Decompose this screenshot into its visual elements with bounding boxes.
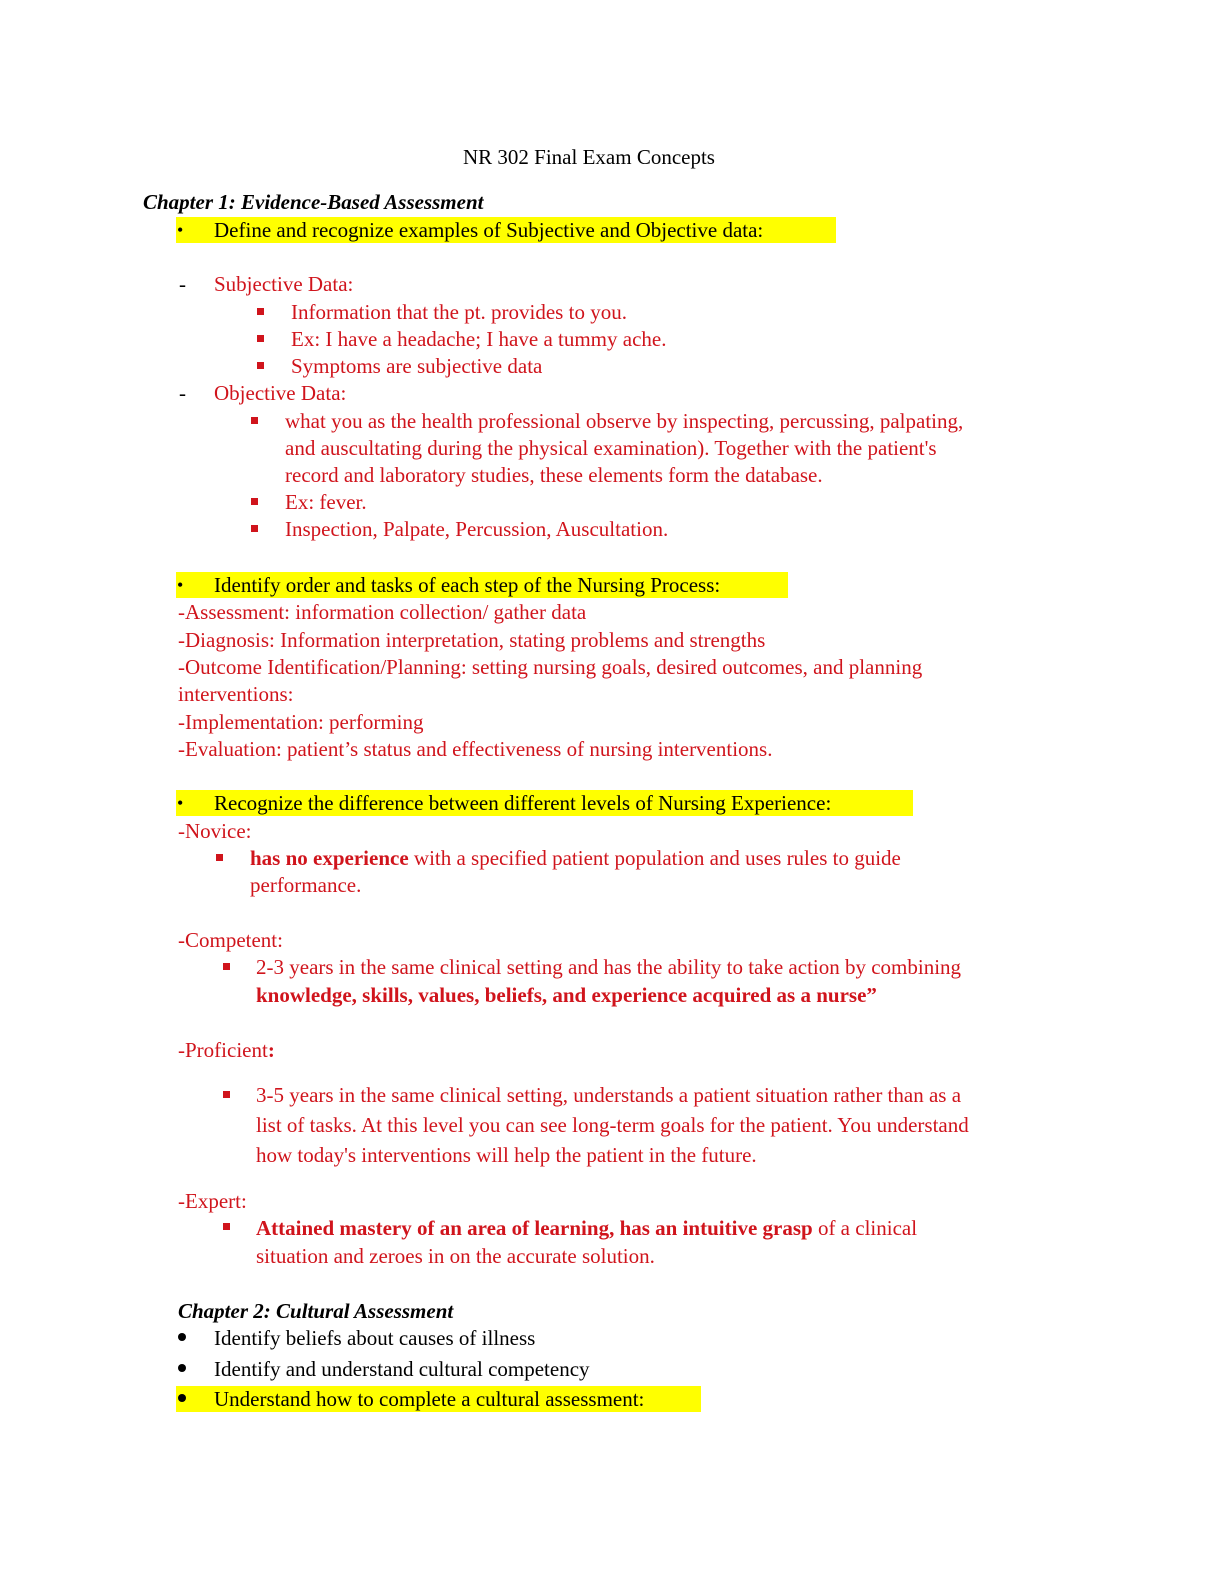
objective-item-line: and auscultating during the physical examination). Together with the patient's — [285, 436, 937, 460]
bullet-icon: • — [177, 793, 184, 813]
square-bullet-icon — [223, 1091, 230, 1098]
proficient-line: list of tasks. At this level you can see long-term goals for the patient. You understand — [256, 1113, 969, 1137]
expert-bold: Attained mastery of an area of learning, has an intuitive grasp — [256, 1216, 813, 1240]
square-bullet-icon — [223, 963, 230, 970]
question-nursing-experience: Recognize the difference between different levels of Nursing Experience: — [214, 791, 832, 815]
chapter-2-heading: Chapter 2: Cultural Assessment — [178, 1299, 454, 1323]
square-bullet-icon — [257, 362, 264, 369]
chapter-2-item: Understand how to complete a cultural assessment: — [214, 1387, 645, 1411]
question-subjective-objective: Define and recognize examples of Subjective and Objective data: — [214, 218, 764, 242]
subjective-item: Information that the pt. provides to you. — [291, 300, 627, 324]
proficient-colon: : — [267, 1038, 275, 1062]
proficient-label — [178, 1037, 275, 1063]
novice-rest: with a specified patient population and uses rules to guide — [408, 846, 901, 870]
subjective-item: Symptoms are subjective data — [291, 354, 543, 378]
process-step: -Outcome Identification/Planning: setting nursing goals, desired outcomes, and planning — [178, 655, 923, 679]
square-bullet-icon — [251, 417, 258, 424]
bullet-icon: • — [177, 575, 184, 595]
square-bullet-icon — [251, 498, 258, 505]
competent-label: -Competent: — [178, 928, 283, 952]
bullet-icon — [178, 1333, 186, 1341]
chapter-1-heading: Chapter 1: Evidence-Based Assessment — [143, 190, 484, 214]
novice-line-1 — [250, 845, 901, 871]
novice-line-2: performance. — [250, 873, 362, 897]
subjective-label: Subjective Data: — [214, 272, 354, 296]
objective-item: Inspection, Palpate, Percussion, Auscultation. — [285, 517, 669, 541]
expert-line-1 — [256, 1215, 917, 1241]
page-title: NR 302 Final Exam Concepts — [463, 145, 715, 169]
bullet-icon: • — [177, 220, 184, 240]
proficient-label-text: -Proficient — [178, 1038, 268, 1062]
question-nursing-process: Identify order and tasks of each step of the Nursing Process: — [214, 573, 721, 597]
process-step: interventions: — [178, 682, 294, 706]
process-step: -Implementation: performing — [178, 710, 424, 734]
objective-item-line: what you as the health professional observe by inspecting, percussing, palpating, — [285, 409, 964, 433]
proficient-line: how today's interventions will help the patient in the future. — [256, 1143, 757, 1167]
square-bullet-icon — [257, 335, 264, 342]
square-bullet-icon — [216, 854, 223, 861]
bullet-icon — [178, 1394, 186, 1402]
objective-item: Ex: fever. — [285, 490, 367, 514]
competent-line-2: knowledge, skills, values, beliefs, and experience acquired as a nurse” — [256, 983, 877, 1007]
dash-icon: - — [179, 381, 186, 405]
competent-line-1: 2-3 years in the same clinical setting and has the ability to take action by combining — [256, 955, 962, 979]
square-bullet-icon — [257, 308, 264, 315]
objective-item-line: record and laboratory studies, these elements form the database. — [285, 463, 823, 487]
process-step: -Assessment: information collection/ gather data — [178, 600, 587, 624]
proficient-line: 3-5 years in the same clinical setting, understands a patient situation rather than as a — [256, 1083, 962, 1107]
process-step: -Evaluation: patient’s status and effectiveness of nursing interventions. — [178, 737, 773, 761]
expert-label: -Expert: — [178, 1189, 247, 1213]
square-bullet-icon — [251, 525, 258, 532]
expert-rest: of a clinical — [812, 1216, 918, 1240]
chapter-2-item: Identify and understand cultural competency — [214, 1357, 590, 1381]
novice-label: -Novice: — [178, 819, 252, 843]
dash-icon: - — [179, 272, 186, 296]
objective-label: Objective Data: — [214, 381, 347, 405]
novice-bold: has no experience — [250, 846, 409, 870]
chapter-2-item: Identify beliefs about causes of illness — [214, 1326, 536, 1350]
bullet-icon — [178, 1364, 186, 1372]
square-bullet-icon — [223, 1223, 230, 1230]
process-step: -Diagnosis: Information interpretation, stating problems and strengths — [178, 628, 766, 652]
subjective-item: Ex: I have a headache; I have a tummy ache. — [291, 327, 667, 351]
expert-line-2: situation and zeroes in on the accurate solution. — [256, 1244, 655, 1268]
